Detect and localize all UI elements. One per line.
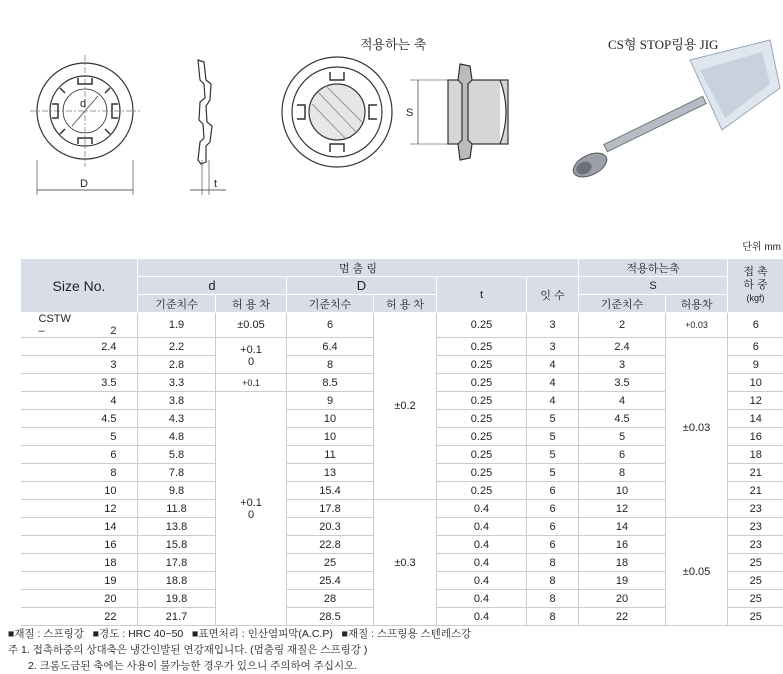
t-value: 0.4 xyxy=(437,500,527,518)
d-nominal: 3.3 xyxy=(138,374,216,392)
D-nominal: 8.5 xyxy=(287,374,374,392)
size-value: 20 xyxy=(104,592,117,605)
col-teeth: 잇 수 xyxy=(527,277,579,313)
t-value: 0.25 xyxy=(437,392,527,410)
D-nominal: 11 xyxy=(287,446,374,464)
label-S: S xyxy=(406,107,414,119)
teeth-count: 4 xyxy=(527,392,579,410)
teeth-count: 4 xyxy=(527,374,579,392)
D-nominal: 13 xyxy=(287,464,374,482)
label-t: t xyxy=(214,178,218,190)
S-nominal: 5 xyxy=(579,428,666,446)
teeth-count: 5 xyxy=(527,428,579,446)
d-nominal: 17.8 xyxy=(138,554,216,572)
table-row xyxy=(21,313,783,338)
D-nominal: 6 xyxy=(287,313,374,338)
d-nominal: 21.7 xyxy=(138,608,216,626)
d-nominal: 9.8 xyxy=(138,482,216,500)
teeth-count: 6 xyxy=(527,500,579,518)
S-nominal: 18 xyxy=(579,554,666,572)
S-nominal: 10 xyxy=(579,482,666,500)
contact-load-line3: (kgf) xyxy=(746,293,765,303)
D-nominal: 22.8 xyxy=(287,536,374,554)
S-tolerance: ±0.03 xyxy=(666,338,728,518)
notes-section xyxy=(8,626,471,674)
tol-line-upper: +0.1 xyxy=(240,343,262,356)
col-S: S xyxy=(579,277,728,295)
size-cell xyxy=(21,392,138,410)
D-nominal: 10 xyxy=(287,428,374,446)
t-value: 0.25 xyxy=(437,313,527,338)
D-tolerance: ±0.2 xyxy=(374,313,437,500)
note-1: 주 1. 접촉하중의 상대축은 냉간인발된 연강재입니다. (멈춤링 재질은 스프링강 ) xyxy=(8,644,368,656)
S-tolerance xyxy=(666,313,728,338)
S-nominal: 6 xyxy=(579,446,666,464)
S-nominal: 12 xyxy=(579,500,666,518)
d-tolerance: ±0.05 xyxy=(216,313,287,338)
teeth-count: 3 xyxy=(527,338,579,356)
d-nominal: 19.8 xyxy=(138,590,216,608)
contact-load: 16 xyxy=(728,428,783,446)
group-header-shaft: 적용하는축 xyxy=(579,259,728,277)
t-value: 0.4 xyxy=(437,590,527,608)
note-2: 2. 크롬도금된 축에는 사용이 불가능한 경우가 있으니 주의하여 주십시오. xyxy=(28,660,358,672)
contact-load: 6 xyxy=(728,338,783,356)
size-cell xyxy=(21,518,138,536)
size-cell xyxy=(21,410,138,428)
size-cell xyxy=(21,572,138,590)
tol-line-lower: 0 xyxy=(247,355,255,368)
size-cell xyxy=(21,446,138,464)
S-nominal: 3 xyxy=(579,356,666,374)
teeth-count: 8 xyxy=(527,608,579,626)
size-value: 8 xyxy=(110,466,117,479)
teeth-count: 6 xyxy=(527,536,579,554)
col-D-tolerance: 허 용 차 xyxy=(374,295,437,313)
S-nominal: 3.5 xyxy=(579,374,666,392)
size-value: 10 xyxy=(104,484,117,497)
t-value: 0.4 xyxy=(437,518,527,536)
size-cell xyxy=(21,482,138,500)
tol-plus: +0.1 xyxy=(242,377,260,388)
contact-load: 25 xyxy=(728,554,783,572)
teeth-count: 5 xyxy=(527,464,579,482)
S-nominal: 19 xyxy=(579,572,666,590)
col-size-no: Size No. xyxy=(21,259,138,313)
size-cell xyxy=(21,608,138,626)
teeth-count: 8 xyxy=(527,554,579,572)
label-D: D xyxy=(80,178,88,190)
contact-load: 25 xyxy=(728,608,783,626)
tol-plus: +0.03 xyxy=(685,320,708,330)
S-nominal: 22 xyxy=(579,608,666,626)
size-cell xyxy=(21,536,138,554)
size-value: 5 xyxy=(110,430,117,443)
contact-load-line1: 접 촉 xyxy=(743,266,768,278)
size-value: 19 xyxy=(104,574,117,587)
contact-load: 12 xyxy=(728,392,783,410)
teeth-count: 3 xyxy=(527,313,579,338)
size-cell xyxy=(21,554,138,572)
teeth-count: 5 xyxy=(527,410,579,428)
d-tolerance xyxy=(216,338,287,374)
t-value: 0.25 xyxy=(437,482,527,500)
contact-load: 18 xyxy=(728,446,783,464)
D-nominal: 25.4 xyxy=(287,572,374,590)
t-value: 0.4 xyxy=(437,536,527,554)
ring-front-view xyxy=(30,55,140,195)
d-nominal: 18.8 xyxy=(138,572,216,590)
materials-line xyxy=(8,626,471,642)
col-D-nominal: 기준치수 xyxy=(287,295,374,313)
S-nominal: 4.5 xyxy=(579,410,666,428)
group-header-ring: 멈 춤 링 xyxy=(138,259,579,277)
contact-load: 9 xyxy=(728,356,783,374)
contact-load: 23 xyxy=(728,518,783,536)
size-value: 14 xyxy=(104,520,117,533)
d-nominal: 4.8 xyxy=(138,428,216,446)
size-value: 6 xyxy=(110,448,117,461)
d-nominal: 2.8 xyxy=(138,356,216,374)
size-value: 4.5 xyxy=(101,412,117,425)
t-value: 0.25 xyxy=(437,446,527,464)
d-nominal: 3.8 xyxy=(138,392,216,410)
contact-load: 23 xyxy=(728,536,783,554)
d-nominal: 13.8 xyxy=(138,518,216,536)
label-d: d xyxy=(80,98,87,110)
surface-treatment: ■표면처리 : 인산염피막(A.C.P) xyxy=(192,628,333,640)
size-cell xyxy=(21,374,138,392)
material-spring-steel: ■재질 : 스프링강 xyxy=(8,628,84,640)
jig-caption: CS형 STOP링용 JIG xyxy=(608,37,719,52)
col-S-tolerance: 허용차 xyxy=(666,295,728,313)
col-d-tolerance: 허 용 차 xyxy=(216,295,287,313)
teeth-count: 8 xyxy=(527,590,579,608)
d-tolerance xyxy=(216,392,287,626)
size-cell xyxy=(21,500,138,518)
d-nominal: 4.3 xyxy=(138,410,216,428)
S-tolerance: ±0.05 xyxy=(666,518,728,626)
t-value: 0.25 xyxy=(437,464,527,482)
t-value: 0.25 xyxy=(437,338,527,356)
contact-load-line2: 하 중 xyxy=(743,279,768,291)
t-value: 0.4 xyxy=(437,572,527,590)
material-stainless: ■재질 : 스프링용 스텐레스강 xyxy=(341,628,472,640)
size-value: 4 xyxy=(110,394,117,407)
contact-load: 14 xyxy=(728,410,783,428)
size-cell xyxy=(21,338,138,356)
d-nominal: 11.8 xyxy=(138,500,216,518)
contact-load: 10 xyxy=(728,374,783,392)
size-cell xyxy=(21,356,138,374)
D-nominal: 9 xyxy=(287,392,374,410)
S-nominal: 4 xyxy=(579,392,666,410)
d-nominal: 5.8 xyxy=(138,446,216,464)
d-nominal: 7.8 xyxy=(138,464,216,482)
S-nominal: 8 xyxy=(579,464,666,482)
t-value: 0.25 xyxy=(437,374,527,392)
D-tolerance: ±0.3 xyxy=(374,500,437,626)
teeth-count: 4 xyxy=(527,356,579,374)
d-nominal: 2.2 xyxy=(138,338,216,356)
ring-side-view xyxy=(190,60,226,195)
col-d-nominal: 기준치수 xyxy=(138,295,216,313)
D-nominal: 17.8 xyxy=(287,500,374,518)
S-nominal: 14 xyxy=(579,518,666,536)
shaft-front-view xyxy=(282,57,392,167)
size-value: 3 xyxy=(110,358,117,371)
col-D: D xyxy=(287,277,437,295)
tol-line-lower: 0 xyxy=(247,508,255,521)
D-nominal: 6.4 xyxy=(287,338,374,356)
contact-load: 21 xyxy=(728,464,783,482)
size-value: 18 xyxy=(104,556,117,569)
t-value: 0.25 xyxy=(437,428,527,446)
S-nominal: 2 xyxy=(579,313,666,338)
contact-load: 23 xyxy=(728,500,783,518)
D-nominal: 20.3 xyxy=(287,518,374,536)
tol-line-upper: +0.1 xyxy=(240,496,262,509)
size-value: 16 xyxy=(104,538,117,551)
t-value: 0.25 xyxy=(437,356,527,374)
d-nominal: 1.9 xyxy=(138,313,216,338)
D-nominal: 28 xyxy=(287,590,374,608)
col-t: t xyxy=(437,277,527,313)
size-cell xyxy=(21,313,138,338)
S-nominal: 20 xyxy=(579,590,666,608)
t-value: 0.4 xyxy=(437,554,527,572)
unit-label: 단위 mm xyxy=(742,242,781,253)
size-prefix: CSTW – xyxy=(38,313,71,337)
d-nominal: 15.8 xyxy=(138,536,216,554)
size-value: 3.5 xyxy=(101,376,117,389)
size-value: 2.4 xyxy=(101,340,117,353)
size-cell xyxy=(21,428,138,446)
teeth-count: 6 xyxy=(527,518,579,536)
D-nominal: 8 xyxy=(287,356,374,374)
S-nominal: 16 xyxy=(579,536,666,554)
technical-drawings xyxy=(0,0,783,235)
d-tolerance xyxy=(216,374,287,392)
jig-tool-image xyxy=(569,40,780,182)
hardness: ■경도 : HRC 40~50 xyxy=(92,628,184,640)
contact-load: 25 xyxy=(728,572,783,590)
contact-load: 21 xyxy=(728,482,783,500)
col-S-nominal: 기준치수 xyxy=(579,295,666,313)
size-cell xyxy=(21,590,138,608)
shaft-side-view xyxy=(410,64,508,160)
col-contact-load xyxy=(728,259,783,313)
D-nominal: 25 xyxy=(287,554,374,572)
S-nominal: 2.4 xyxy=(579,338,666,356)
teeth-count: 6 xyxy=(527,482,579,500)
applied-shaft-caption: 적용하는 축 xyxy=(360,37,427,52)
teeth-count: 8 xyxy=(527,572,579,590)
col-d: d xyxy=(138,277,287,295)
t-value: 0.4 xyxy=(437,608,527,626)
size-cell xyxy=(21,464,138,482)
size-value: 22 xyxy=(104,610,117,623)
spec-table xyxy=(20,258,783,626)
contact-load: 25 xyxy=(728,590,783,608)
D-nominal: 28.5 xyxy=(287,608,374,626)
D-nominal: 15.4 xyxy=(287,482,374,500)
t-value: 0.25 xyxy=(437,410,527,428)
D-nominal: 10 xyxy=(287,410,374,428)
teeth-count: 5 xyxy=(527,446,579,464)
size-value: 2 xyxy=(110,325,117,337)
contact-load: 6 xyxy=(728,313,783,338)
size-value: 12 xyxy=(104,502,117,515)
